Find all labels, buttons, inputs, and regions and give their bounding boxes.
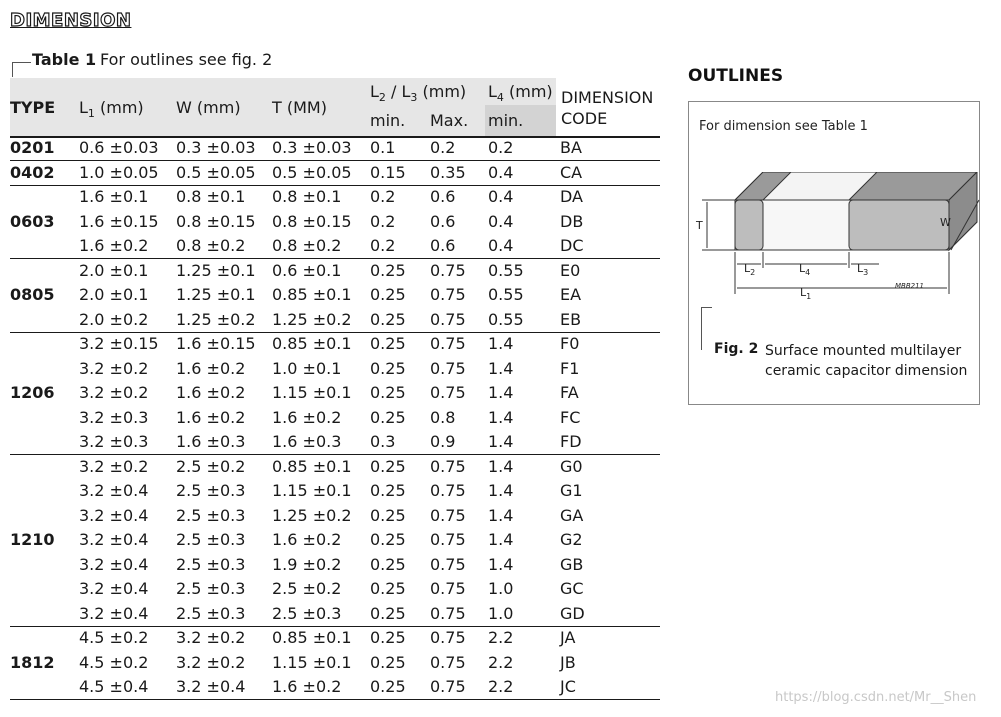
cell-l3-max: 0.75	[430, 652, 466, 672]
cell-l4-min: 0.55	[488, 309, 524, 329]
cell-l2-min: 0.1	[370, 138, 396, 157]
caption-bracket	[12, 62, 31, 77]
cell-l4-min: 1.0	[488, 579, 514, 598]
size-group	[10, 259, 660, 333]
cell-l3-max: 0.75	[430, 530, 466, 549]
cell-code: CA	[560, 162, 583, 182]
table-number: Table 1	[32, 50, 97, 69]
cell-l2-min: 0.25	[370, 530, 406, 549]
cell-code: DB	[560, 211, 584, 231]
cell-l2-min: 0.25	[370, 383, 406, 402]
cell-l1: 2.0 ±0.2	[79, 309, 149, 329]
cell-l4-min: 0.55	[488, 260, 524, 280]
cell-l1: 1.6 ±0.15	[79, 211, 159, 231]
cell-l2-min: 0.25	[370, 260, 406, 280]
header-l4: $L_4$ (mm)	[488, 82, 553, 105]
cell-w: 0.3 ±0.03	[176, 138, 256, 157]
cell-t: 0.8 ±0.1	[272, 187, 342, 206]
figure-caption: Surface mounted multilayer ceramic capacitor dimension	[765, 343, 968, 379]
table-row	[10, 626, 660, 650]
cell-w: 1.25 ±0.1	[176, 285, 256, 304]
cell-t: 1.6 ±0.2	[272, 677, 342, 696]
cell-t: 0.8 ±0.2	[272, 236, 342, 255]
table-row	[10, 283, 660, 307]
cell-l3-max: 0.75	[430, 334, 466, 353]
cell-code: G2	[560, 530, 583, 549]
header-code-line2: CODE	[561, 109, 608, 128]
cell-l3-max: 0.75	[430, 260, 466, 280]
cell-l1: 3.2 ±0.4	[79, 579, 149, 598]
cell-l4-min: 1.4	[488, 383, 514, 402]
cell-t: 0.85 ±0.1	[272, 334, 352, 353]
cell-l2-min: 0.25	[370, 603, 406, 623]
cell-l4-min: 1.4	[488, 456, 514, 476]
capacitor-body-icon	[735, 172, 977, 250]
header-w: W (mm)	[176, 98, 241, 117]
cell-l2-min: 0.25	[370, 554, 406, 574]
cell-w: 0.8 ±0.1	[176, 187, 246, 206]
table-row	[10, 430, 660, 454]
cell-code: EB	[560, 309, 582, 329]
cell-l4-min: 1.4	[488, 481, 514, 500]
cell-code: JC	[560, 677, 576, 696]
cell-l3-max: 0.75	[430, 677, 466, 696]
cell-l2-min: 0.25	[370, 334, 406, 353]
cell-code: GA	[560, 505, 584, 525]
cell-l4-min: 0.4	[488, 236, 514, 255]
cell-l2-min: 0.3	[370, 432, 396, 451]
cell-l4-min: 1.4	[488, 554, 514, 574]
table-row	[10, 210, 660, 234]
cell-code: DA	[560, 187, 583, 206]
cell-l2-min: 0.25	[370, 456, 406, 476]
cell-code: E0	[560, 260, 581, 280]
header-t: T (MM)	[272, 98, 327, 117]
cell-l4-min: 1.4	[488, 530, 514, 549]
cell-t: 1.15 ±0.1	[272, 652, 352, 672]
cell-w: 1.6 ±0.2	[176, 383, 246, 402]
cell-t: 0.85 ±0.1	[272, 285, 352, 304]
label-t: T	[696, 219, 703, 232]
cell-t: 0.85 ±0.1	[272, 456, 352, 476]
cell-w: 1.25 ±0.2	[176, 309, 256, 329]
cell-l4-min: 2.2	[488, 628, 514, 647]
cell-l3-max: 0.75	[430, 505, 466, 525]
table-row	[10, 381, 660, 405]
label-l2: $L_2$	[744, 262, 756, 277]
cell-code: GC	[560, 579, 584, 598]
cell-l2-min: 0.25	[370, 481, 406, 500]
cell-l3-max: 0.75	[430, 383, 466, 402]
type-code: 1812	[10, 652, 55, 672]
table-row	[10, 553, 660, 577]
table-row	[10, 185, 660, 209]
cell-t: 1.6 ±0.3	[272, 432, 342, 451]
cell-t: 0.8 ±0.15	[272, 211, 352, 231]
cell-w: 1.6 ±0.3	[176, 432, 246, 451]
cell-l3-max: 0.75	[430, 358, 466, 378]
cell-l2-min: 0.2	[370, 187, 396, 206]
cell-l3-max: 0.9	[430, 432, 456, 451]
cell-w: 1.6 ±0.2	[176, 407, 246, 427]
cell-l2-min: 0.15	[370, 162, 406, 182]
header-l1: $L_1$ (mm)	[79, 98, 144, 121]
cell-l4-min: 1.4	[488, 358, 514, 378]
cell-l4-min: 2.2	[488, 677, 514, 696]
cell-l2-min: 0.25	[370, 407, 406, 427]
size-group	[10, 626, 660, 700]
table-row	[10, 308, 660, 332]
cell-l1: 1.6 ±0.1	[79, 187, 149, 206]
header-l2-l3: $L_2 / L_3$ (mm)	[370, 82, 467, 105]
cell-l3-max: 0.8	[430, 407, 456, 427]
cell-l3-max: 0.35	[430, 162, 466, 182]
cell-code: DC	[560, 236, 584, 255]
cell-code: GB	[560, 554, 584, 574]
label-l4: $L_4$	[799, 262, 811, 277]
table-row	[10, 234, 660, 258]
cell-l4-min: 0.2	[488, 138, 514, 157]
table-row	[10, 161, 660, 185]
table-row	[10, 675, 660, 699]
cell-l1: 4.5 ±0.4	[79, 677, 149, 696]
cell-t: 0.5 ±0.05	[272, 162, 352, 182]
cell-l3-max: 0.6	[430, 211, 456, 231]
outline-figure	[688, 101, 980, 405]
cell-l3-max: 0.75	[430, 456, 466, 476]
cell-l4-min: 0.4	[488, 211, 514, 231]
table-caption-text: For outlines see fig. 2	[100, 50, 273, 69]
cell-l4-min: 0.4	[488, 162, 514, 182]
table-row	[10, 577, 660, 601]
size-group	[10, 332, 660, 455]
cell-code: JA	[560, 628, 576, 647]
fig-bracket	[701, 307, 712, 350]
type-code: 0201	[10, 138, 55, 158]
cell-code: JB	[560, 652, 576, 672]
cell-l1: 2.0 ±0.1	[79, 260, 149, 280]
cell-w: 2.5 ±0.3	[176, 554, 246, 574]
cell-l1: 3.2 ±0.4	[79, 530, 149, 549]
cell-l2-min: 0.25	[370, 628, 406, 647]
table-row	[10, 479, 660, 503]
cell-l1: 4.5 ±0.2	[79, 652, 149, 672]
cell-l1: 3.2 ±0.15	[79, 334, 159, 353]
cell-l2-min: 0.25	[370, 652, 406, 672]
outlines-title: OUTLINES	[688, 66, 784, 86]
type-code: 0805	[10, 285, 55, 305]
cell-l4-min: 0.4	[488, 187, 514, 206]
cell-code: FC	[560, 407, 581, 427]
cell-w: 3.2 ±0.2	[176, 652, 246, 672]
section-title: DIMENSION	[10, 10, 132, 31]
cell-l3-max: 0.2	[430, 138, 456, 157]
cell-t: 0.6 ±0.1	[272, 260, 342, 280]
cell-w: 2.5 ±0.3	[176, 579, 246, 598]
cell-l3-max: 0.75	[430, 579, 466, 598]
cell-l3-max: 0.75	[430, 309, 466, 329]
label-l1: $L_1$	[800, 286, 812, 301]
size-group	[10, 185, 660, 259]
cell-l3-max: 0.75	[430, 628, 466, 647]
cell-l1: 3.2 ±0.4	[79, 554, 149, 574]
capacitor-drawing	[689, 172, 981, 332]
cell-l4-min: 0.55	[488, 285, 524, 304]
cell-l1: 3.2 ±0.3	[79, 432, 149, 451]
cell-code: FA	[560, 383, 579, 402]
cell-w: 0.8 ±0.15	[176, 211, 256, 231]
table-row	[10, 259, 660, 283]
cell-w: 0.8 ±0.2	[176, 236, 246, 255]
cell-t: 1.15 ±0.1	[272, 481, 352, 500]
cell-l3-max: 0.6	[430, 236, 456, 255]
figure-note: For dimension see Table 1	[699, 119, 868, 134]
cell-l1: 4.5 ±0.2	[79, 628, 149, 647]
cell-l4-min: 1.0	[488, 603, 514, 623]
cell-l1: 3.2 ±0.2	[79, 383, 149, 402]
label-l3: $L_3$	[857, 262, 869, 277]
cell-l1: 3.2 ±0.3	[79, 407, 149, 427]
size-group	[10, 455, 660, 627]
cell-l2-min: 0.25	[370, 358, 406, 378]
cell-t: 2.5 ±0.3	[272, 603, 342, 623]
cell-t: 1.6 ±0.2	[272, 530, 342, 549]
cell-l2-min: 0.25	[370, 285, 406, 304]
label-w: W	[940, 216, 951, 229]
table-row	[10, 136, 660, 160]
cell-l2-min: 0.25	[370, 677, 406, 696]
cell-l3-max: 0.75	[430, 603, 466, 623]
cell-l4-min: 1.4	[488, 432, 514, 451]
cell-l1: 3.2 ±0.4	[79, 505, 149, 525]
type-code: 1210	[10, 530, 55, 550]
cell-code: G0	[560, 456, 583, 476]
size-group	[10, 136, 660, 161]
cell-code: EA	[560, 285, 582, 304]
cell-l2-min: 0.25	[370, 579, 406, 598]
cell-code: G1	[560, 481, 583, 500]
header-l2-min: min.	[370, 111, 406, 130]
cell-l1: 3.2 ±0.2	[79, 358, 149, 378]
cell-w: 3.2 ±0.2	[176, 628, 246, 647]
cell-w: 2.5 ±0.2	[176, 456, 246, 476]
cell-l3-max: 0.75	[430, 285, 466, 304]
cell-t: 1.25 ±0.2	[272, 505, 352, 525]
header-code-line1: DIMENSION	[561, 88, 654, 107]
cell-l1: 1.6 ±0.2	[79, 236, 149, 255]
type-code: 1206	[10, 383, 55, 403]
cell-l1: 3.2 ±0.2	[79, 456, 149, 476]
cell-code: GD	[560, 603, 585, 623]
type-code: 0402	[10, 162, 55, 182]
cell-w: 2.5 ±0.3	[176, 603, 246, 623]
header-l3-max: Max.	[430, 111, 469, 130]
cell-l1: 3.2 ±0.4	[79, 481, 149, 500]
table-row	[10, 528, 660, 552]
figure-code: MBB211	[895, 282, 925, 290]
cell-l4-min: 1.4	[488, 334, 514, 353]
header-l4-min: min.	[488, 111, 524, 130]
header-type: TYPE	[10, 98, 56, 117]
table-row	[10, 332, 660, 356]
cell-l2-min: 0.2	[370, 236, 396, 255]
cell-t: 1.25 ±0.2	[272, 309, 352, 329]
cell-l1: 3.2 ±0.4	[79, 603, 149, 623]
cell-w: 1.25 ±0.1	[176, 260, 256, 280]
cell-t: 1.15 ±0.1	[272, 383, 352, 402]
cell-w: 2.5 ±0.3	[176, 481, 246, 500]
cell-t: 2.5 ±0.2	[272, 579, 342, 598]
cell-w: 0.5 ±0.05	[176, 162, 256, 182]
table-row	[10, 357, 660, 381]
cell-l1: 2.0 ±0.1	[79, 285, 149, 304]
table-row	[10, 504, 660, 528]
cell-l1: 0.6 ±0.03	[79, 138, 159, 157]
cell-l4-min: 2.2	[488, 652, 514, 672]
cell-l3-max: 0.6	[430, 187, 456, 206]
size-group	[10, 161, 660, 186]
cell-t: 0.3 ±0.03	[272, 138, 352, 157]
cell-t: 0.85 ±0.1	[272, 628, 352, 647]
type-code: 0603	[10, 211, 55, 231]
cell-w: 1.6 ±0.15	[176, 334, 256, 353]
cell-w: 2.5 ±0.3	[176, 505, 246, 525]
table-row	[10, 651, 660, 675]
figure-number: Fig. 2	[714, 341, 759, 357]
cell-w: 2.5 ±0.3	[176, 530, 246, 549]
cell-w: 1.6 ±0.2	[176, 358, 246, 378]
cell-l2-min: 0.25	[370, 505, 406, 525]
cell-l2-min: 0.25	[370, 309, 406, 329]
cell-code: F0	[560, 334, 580, 353]
table-row	[10, 406, 660, 430]
cell-l2-min: 0.2	[370, 211, 396, 231]
cell-t: 1.9 ±0.2	[272, 554, 342, 574]
watermark: https://blog.csdn.net/Mr__Shen	[775, 690, 977, 705]
cell-code: F1	[560, 358, 580, 378]
group-divider	[10, 699, 660, 700]
cell-code: BA	[560, 138, 582, 157]
cell-code: FD	[560, 432, 582, 451]
cell-t: 1.6 ±0.2	[272, 407, 342, 427]
cell-w: 3.2 ±0.4	[176, 677, 246, 696]
cell-l4-min: 1.4	[488, 407, 514, 427]
cell-l1: 1.0 ±0.05	[79, 162, 159, 182]
table-row	[10, 455, 660, 479]
cell-l3-max: 0.75	[430, 481, 466, 500]
cell-t: 1.0 ±0.1	[272, 358, 342, 378]
cell-l4-min: 1.4	[488, 505, 514, 525]
cell-l3-max: 0.75	[430, 554, 466, 574]
table-row	[10, 602, 660, 626]
